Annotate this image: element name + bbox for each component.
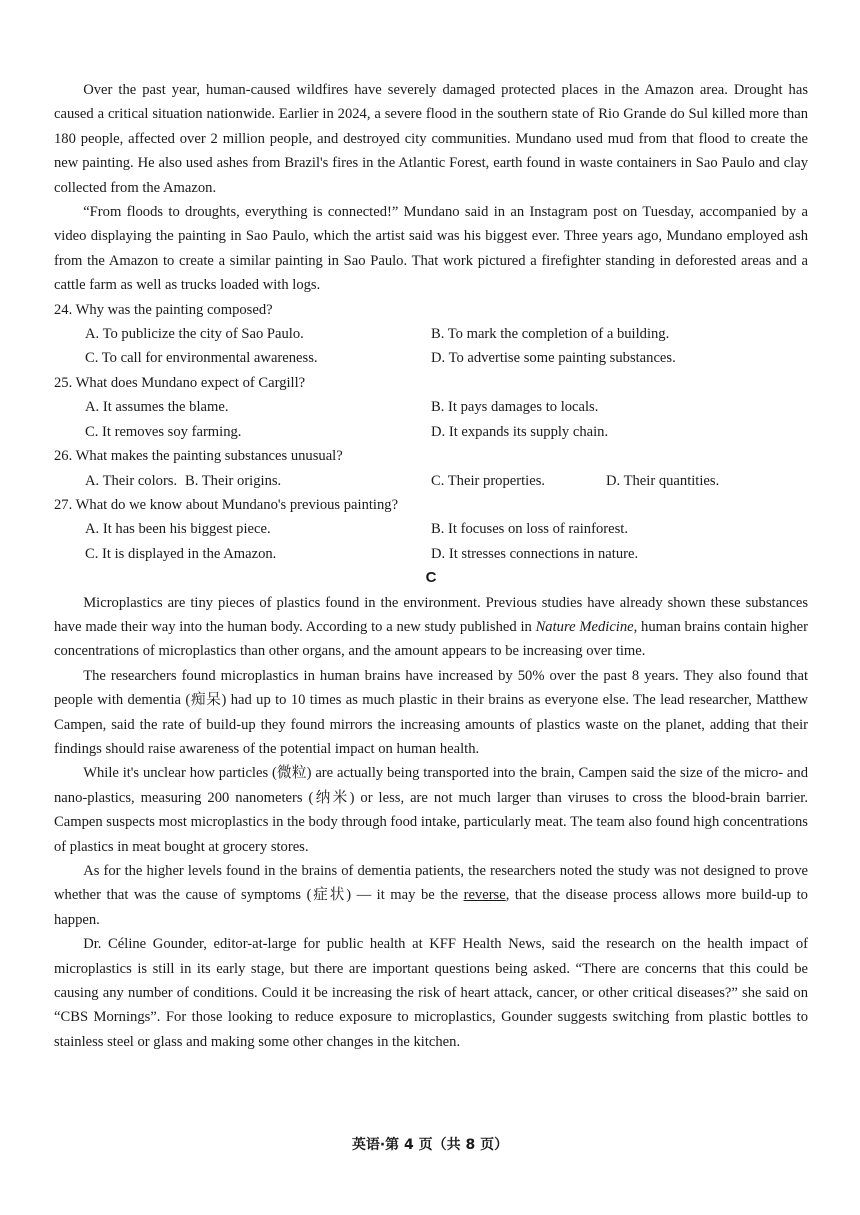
option-d: D. It expands its supply chain. (431, 423, 609, 440)
passage-c-paragraph-4 (54, 859, 808, 932)
option-list (54, 322, 808, 371)
question-26 (54, 444, 808, 493)
question-stem: 25. What does Mundano expect of Cargill? (54, 374, 306, 391)
option-c: C. Their properties. (431, 472, 546, 489)
option-list (54, 469, 808, 493)
option-list (54, 395, 808, 444)
passage-c-paragraph-2: The researchers found microplastics in human brains have increased by 50% over the past 8 years. They also found that people with dementia (痴呆) had up to 10 times as much plastic in their brains as everyone else. The lead researcher, Matthew Campen, said the rate of build-up they found mirrors the increasing amounts of plastics waste on the planet, adding that their findings should raise awareness of the potential impact on human health. (54, 667, 808, 757)
option-a: A. To publicize the city of Sao Paulo. (85, 326, 304, 343)
text-run: , human brains contain higher concentrations of microplastics than other organs, and the amount appears to be increasing over time. (54, 618, 808, 660)
page-footer: 英语·第 4 页（共 8 页） (351, 1137, 509, 1153)
passage-b-paragraph-1: Over the past year, human-caused wildfires have severely damaged protected places in the Amazon area. Drought has caused a critical situation nationwide. Earlier in 2024, a severe flood in the southern state of Rio Grande do Sul killed more than 180 people, affected over 2 million people, and destroyed city communities. Mundano used mud from that flood to create the new painting. He also used ashes from Brazil's fires in the Atlantic Forest, earth found in waste containers in Sao Paulo and clay collected from the Amazon. (54, 82, 808, 196)
text-run: Microplastics are tiny pieces of plastics found in the environment. Previous studies have already shown these substances have made their way into the human body. According to a new study published in (54, 594, 808, 635)
question-stem: 26. What makes the painting substances unusual? (54, 448, 343, 465)
option-b: B. It pays damages to locals. (431, 399, 599, 416)
passage-c-paragraph-1 (54, 591, 808, 664)
option-list (54, 517, 808, 566)
option-d: D. To advertise some painting substances. (431, 350, 676, 367)
text-run: , that the disease process allows more build-up to happen. (54, 887, 808, 928)
exam-page (54, 78, 808, 1054)
option-b: B. To mark the completion of a building. (431, 326, 670, 343)
underlined-word: reverse (463, 887, 506, 904)
section-heading-c: C (425, 569, 437, 587)
option-c: C. It is displayed in the Amazon. (85, 545, 277, 562)
question-27 (54, 493, 808, 566)
option-d: D. It stresses connections in nature. (431, 545, 639, 562)
text-run: As for the higher levels found in the brains of dementia patients, the researchers noted the study was not designed to prove whether that was the cause of symptoms (症状) — it may be the (54, 863, 808, 904)
question-stem: 24. Why was the painting composed? (54, 301, 273, 318)
option-a: A. Their colors. (85, 472, 178, 489)
question-25 (54, 371, 808, 444)
option-c: C. To call for environmental awareness. (85, 350, 318, 367)
option-a: A. It has been his biggest piece. (85, 521, 271, 538)
journal-title: Nature Medicine (535, 618, 634, 635)
passage-c-paragraph-3: While it's unclear how particles (微粒) are actually being transported into the brain, Campen said the size of the micro- and nano-plastics, measuring 200 nanometers (纳米) or less, are not much larger than viruses to cross the blood-brain barrier. Campen suspects most microplastics in the body through food intake, particularly meat. The team also found high concentrations of plastics in meat bought at grocery stores. (54, 765, 808, 855)
option-c: C. It removes soy farming. (85, 423, 242, 440)
option-a: A. It assumes the blame. (85, 399, 229, 416)
option-b: B. It focuses on loss of rainforest. (431, 521, 628, 538)
passage-b-paragraph-2: “From floods to droughts, everything is connected!” Mundano said in an Instagram post on Tuesday, accompanied by a video displaying the painting in Sao Paulo, which the artist said was his biggest ever. Three years ago, Mundano employed ash from the Amazon to create a similar painting in Sao Paulo. That work pictured a firefighter standing in deforested areas and a cattle farm as well as trucks loaded with logs. (54, 204, 808, 294)
passage-c-paragraph-5: Dr. Céline Gounder, editor-at-large for public health at KFF Health News, said the research on the health impact of microplastics is still in its early stage, but there are important questions being asked. “There are concerns that this could be causing any number of conditions. Could it be increasing the risk of heart attack, cancer, or other critical diseases?” she said on “CBS Mornings”. For those looking to reduce exposure to microplastics, Gounder suggests switching from plastic bottles to stainless steel or glass and making some other changes in the kitchen. (54, 936, 808, 1050)
option-d: D. Their quantities. (606, 472, 720, 489)
question-24 (54, 298, 808, 371)
question-stem: 27. What do we know about Mundano's previous painting? (54, 496, 399, 513)
option-b: B. Their origins. (185, 472, 282, 489)
